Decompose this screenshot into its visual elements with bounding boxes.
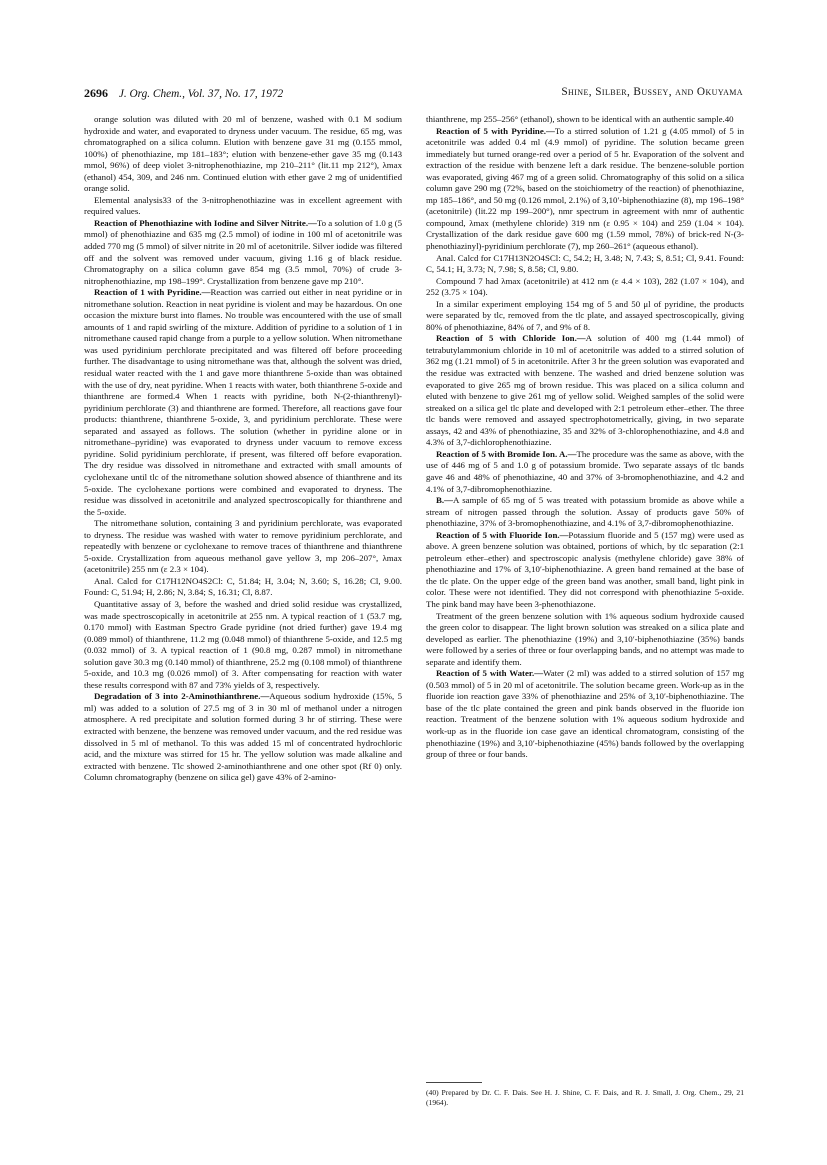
paragraph xyxy=(84,287,402,518)
paragraph xyxy=(426,449,744,495)
paragraph-text: orange solution was diluted with 20 ml of benzene, washed with 0.1 M sodium hydroxide and water, and evaporated to dryness under vacuum. The residue, 65 mg, was chromatographed on a silica column. Elution with benzene gave 31 mg (0.155 mmol, 100%) of phenothiazine, mp 181–183°; elution with benzene-ether gave 35 mg (0.143 mmol, 96%) of deep violet 3-nitrophenothiazine, mp 210–211° (lit.11 mp 212°), λmax (ethanol) 454, 309, and 246 nm. Continued elution with ether gave 2 mg of unidentified orange solid. xyxy=(84,114,402,194)
section-run-in-heading: Reaction of Phenothiazine with Iodine and Silver Nitrite.— xyxy=(94,217,317,228)
paragraph xyxy=(426,495,744,530)
paragraph xyxy=(84,599,402,691)
section-run-in-heading: Reaction of 5 with Water.— xyxy=(436,668,544,679)
footnote: (40) Prepared by Dr. C. F. Dais. See H. J. Shine, C. F. Dais, and R. J. Small, J. Org. Chem., 29, 21 (1964). xyxy=(426,1088,744,1107)
paragraph-text: Potassium fluoride and 5 (157 mg) were used as above. A green benzene solution was obtained, portions of which, by tlc separation (2:1 petroleum ether–ether) and spectroscopic analysis (methylene chloride) gave 38% of phenothiazine and 17% of 3,10′-biphenothiazine. A green band remained at the base of the tlc plate. On the upper edge of the green band was another, small band, light pink in color. These were not identified. They did not correspond with phenothiazine 5-oxide. The pink band may have been 3-phenothiazone. xyxy=(426,529,744,609)
running-header xyxy=(84,86,743,102)
paragraph xyxy=(426,530,744,611)
paragraph xyxy=(426,114,744,126)
paragraph xyxy=(84,218,402,287)
paragraph-text: A solution of 400 mg (1.44 mmol) of tetrabutylammonium chloride in 10 ml of acetonitrile was added to a stirred solution of 362 mg (1.21 mmol) of 5 in acetonitrile. After 3 hr the green solution was evaporated and the residue was extracted with benzene. The washed and dried benzene solution was evaporated to give 265 mg of brown residue. This was placed on a silica column and eluted with benzene to give 261 mg of yellow solid. Weighed samples of the solid were streaked on a silica gel tlc plate and developed with 2:1 petroleum ether–ether. The three tlc bands were removed and assayed spectrophotometrically, giving, in two separate assays, 42 and 43% of phenothiazine, 35 and 32% of 3-chlorophenothiazine, and 4.8 and 4.3% of 3,7-dichlorophenothiazine. xyxy=(426,333,744,448)
section-run-in-heading: B.— xyxy=(436,495,453,506)
paragraph xyxy=(426,299,744,334)
paragraph xyxy=(84,518,402,576)
journal-citation: J. Org. Chem., Vol. 37, No. 17, 1972 xyxy=(118,88,284,100)
paragraph xyxy=(84,691,402,783)
paragraph-text: Elemental analysis33 of the 3-nitrophenothiazine was in excellent agreement with required values. xyxy=(84,194,402,217)
section-run-in-heading: Reaction of 5 with Chloride Ion.— xyxy=(436,333,586,344)
section-run-in-heading: Degradation of 3 into 2-Aminothianthrene.— xyxy=(94,691,270,702)
paragraph xyxy=(84,576,402,599)
paragraph-text: Reaction was carried out either in neat pyridine or in nitromethane solution. Reaction in neat pyridine is violent and may be hazardous. On one occasion the mixture burst into flames. No trouble was encountered with the use of small amounts of 1 and rapid swirling of the mixture. Addition of pyridine to a solution of 1 in nitromethane caused rapid change from a purple to a yellow solution. When nitromethane was used pyridinium perchlorate precipitated and was filtered off before proceeding further. The disadvantage to using nitromethane was that, although the solvent was dried, residual water reacted with the 1 and gave more thianthrene 5-oxide than was obtained with the use of dry, neat pyridine. When 1 reacts with water, both thianthrene 5-oxide and thianthrene are formed.4 When 1 reacts with pyridine, both N-(2-thianthrenyl)-pyridinium perchlorate (3) and thianthrene are formed. Therefore, all reactions gave four products: thianthrene, thianthrene 5-oxide, 3, and pyridinium perchlorate. These were separated and assayed as follows. The solution (whether in pyridine alone or in nitromethane–pyridine) was evaporated to dryness under vacuum to remove excess pyridine. Solid pyridinium perchlorate, if present, was filtered off before evaporation. The dry residue was dissolved in nitromethane and extracted with small amounts of cyclohexane until tlc of the nitromethane solution showed absence of thianthrene and its 5-oxide. The cyclohexane portions were combined and evaporated to dryness. The residue was dissolved in acetonitrile and analyzed spectroscopically for thianthrene and the 5-oxide. xyxy=(84,287,402,517)
paragraph-text: Anal. Calcd for C17H13N2O4SCl: C, 54.2; H, 3.48; N, 7.43; S, 8.51; Cl, 9.41. Found: C, 54.1; H, 3.73; N, 7.98; S, 8.58; Cl, 9.80. xyxy=(426,252,744,275)
paragraph-text: Anal. Calcd for C17H12NO4S2Cl: C, 51.84; H, 3.04; N, 3.60; S, 16.28; Cl, 9.00. Found: C, 51.94; H, 2.86; N, 3.84; S, 16.31; Cl, 8.87. xyxy=(84,575,402,598)
section-run-in-heading: Reaction of 5 with Bromide Ion. A.— xyxy=(436,448,577,459)
paragraph-text: To a solution of 1.0 g (5 mmol) of phenothiazine and 635 mg (2.5 mmol) of iodine in 100 ml of acetonitrile was added 770 mg (5 mmol) of silver nitrite in 20 ml of acetonitrile. Silver iodide was filtered off and the solvent was removed under vacuum, giving 1.16 g of black residue. Chromatography on a silica column gave 854 mg (3.5 mmol, 70%) of crude 3-nitrophenothiazine, mp 198–199°. Crystallization from benzene gave mp 210°. xyxy=(84,217,402,286)
paragraph xyxy=(426,668,744,760)
paragraph-text: Aqueous sodium hydroxide (15%, 5 ml) was added to a solution of 27.5 mg of 3 in 30 ml of methanol under a nitrogen atmosphere. A red precipitate and solution formed during 3 hr of stirring. These were extracted with benzene, the benzene was removed under vacuum, and the red residue was dissolved in 5 ml of methanol. To this was added 15 ml of concentrated hydrochloric acid, and the mixture was stirred for 15 hr. The yellow solution was made alkaline and extracted with benzene. Tlc showed 2-aminothianthrene and one other spot (Rf 0) only. Column chromatography (benzene on silica gel) gave 43% of 2-amino- xyxy=(84,691,402,783)
paragraph-text: In a similar experiment employing 154 mg of 5 and 50 μl of pyridine, the products were separated by tlc, removed from the tlc plate, and assayed spectroscopically, giving 80% of phenothiazine, 84% of 7, and 9% of 8. xyxy=(426,298,744,332)
paragraph-text: The nitromethane solution, containing 3 and pyridinium perchlorate, was evaporated to dryness. The residue was washed with water to remove pyridinium perchlorate, and repeatedly with benzene or cyclohexane to remove traces of thianthrene and thianthrene 5-oxide. Crystallization from aqueous methanol gave yellow 3, mp 206–207°, λmax (acetonitrile) 255 nm (ε 2.3 × 104). xyxy=(84,518,402,575)
paragraph-text: Water (2 ml) was added to a stirred solution of 157 mg (0.503 mmol) of 5 in 20 ml of acetonitrile. The solution became green. Work-up as in the fluoride ion reaction gave 33% of phenothiazine and 25% of 3,10′-biphenothiazine. The base of the tlc plate contained the green and pink bands observed in the fluoride ion reaction. Treatment of the benzene solution with 1% aqueous sodium hydroxide and work-up as in the fluoride ion case gave an identical chromatogram, consisting of the phenothiazine (19%) and 3,10′-biphenothiazine (45%) bands followed by the overlapping group of three or four bands. xyxy=(426,668,744,760)
paragraph xyxy=(84,114,402,195)
paragraph xyxy=(426,253,744,276)
footnote-rule xyxy=(426,1082,482,1083)
paragraph xyxy=(84,195,402,218)
section-run-in-heading: Reaction of 5 with Pyridine.— xyxy=(436,125,555,136)
paragraph xyxy=(426,333,744,448)
paragraph-text: To a stirred solution of 1.21 g (4.05 mmol) of 5 in acetonitrile was added 0.4 ml (4.9 mmol) of pyridine. The solution became green immediately but turned orange-red over a period of 5 hr. Evaporation of the solvent and extraction of the residue with benzene left a dark residue. The benzene-soluble portion was evaporated, giving 467 mg of a green solid. Chromatography of this solid on a silica column gave 290 mg (72%, based on the stoichiometry of the reaction) of phenothiazine, mp 185–186°, and 50 mg (0.126 mmol, 2.1%) of 3,10′-biphenothiazine (8), mp 196–198° (acetonitrile) (lit.22 mp 199–200°), nmr spectrum in agreement with nmr of authentic compound, λmax (methylene chloride) 319 nm (ε 0.95 × 104) and 259 (1.04 × 104). Crystallization of the dark residue gave 600 mg (1.59 mmol, 78%) of brick-red N-(3-phenothiazinyl)-pyridinium perchlorate (7), mp 260–261° (aqueous ethanol). xyxy=(426,125,744,252)
paragraph xyxy=(426,611,744,669)
paragraph-text: thianthrene, mp 255–256° (ethanol), shown to be identical with an authentic sample.40 xyxy=(426,114,734,124)
author-names: Shine, Silber, Bussey, and Okuyama xyxy=(561,86,743,98)
paragraph-text: Treatment of the green benzene solution with 1% aqueous sodium hydroxide caused the green color to disappear. The light brown solution was streaked on a silica plate and developed as earlier. The phenothiazine (19%) and 3,10′-biphenothiazine (35%) bands were followed by a series of three or four overlapping bands, and no attempt was made to separate and identify them. xyxy=(426,610,744,667)
left-column xyxy=(84,114,402,784)
section-run-in-heading: Reaction of 5 with Fluoride Ion.— xyxy=(436,529,569,540)
section-run-in-heading: Reaction of 1 with Pyridine.— xyxy=(94,287,211,298)
paragraph-text: Compound 7 had λmax (acetonitrile) at 412 nm (ε 4.4 × 103), 282 (1.07 × 104), and 252 (3.75 × 104). xyxy=(426,275,744,298)
paragraph xyxy=(426,126,744,253)
paragraph-text: The procedure was the same as above, with the use of 446 mg of 5 and 1.0 g of potassium bromide. Two separate assays of tlc bands gave 46 and 48% of phenothiazine, 40 and 37% of 3-bromophenothiazine, and 4.2 and 4.1% of 3,7-dibromophenothiazine. xyxy=(426,448,744,494)
page-number: 2696 xyxy=(84,86,108,100)
paragraph-text: A sample of 65 mg of 5 was treated with potassium bromide as above while a stream of nitrogen passed through the solution. Assay of products gave 50% of phenothiazine, 37% of 3-bromophenothiazine, and 4.1% of 3,7-dibromophenothiazine. xyxy=(426,495,744,529)
right-column xyxy=(426,114,744,761)
paragraph-text: Quantitative assay of 3, before the washed and dried solid residue was crystallized, was made spectroscopically in acetonitrile at 255 nm. A typical reaction of 1 (53.7 mg, 0.170 mmol) with Eastman Spectro Grade pyridine (not dried further) gave 19.4 mg (0.089 mmol) of thianthrene, 11.2 mg (0.048 mmol) of thianthrene 5-oxide, and 12.5 mg (0.032 mmol) of 3. A typical reaction of 1 (90.8 mg, 0.287 mmol) in nitromethane solution gave 30.3 mg (0.140 mmol) of thianthrene, 25.2 mg (0.108 mmol) of thianthrene 5-oxide, and 10.3 mg (0.026 mmol) of 3. After compensating for reaction with water these results correspond with 87 and 73% yields of 3, respectively. xyxy=(84,598,402,690)
paragraph xyxy=(426,276,744,299)
